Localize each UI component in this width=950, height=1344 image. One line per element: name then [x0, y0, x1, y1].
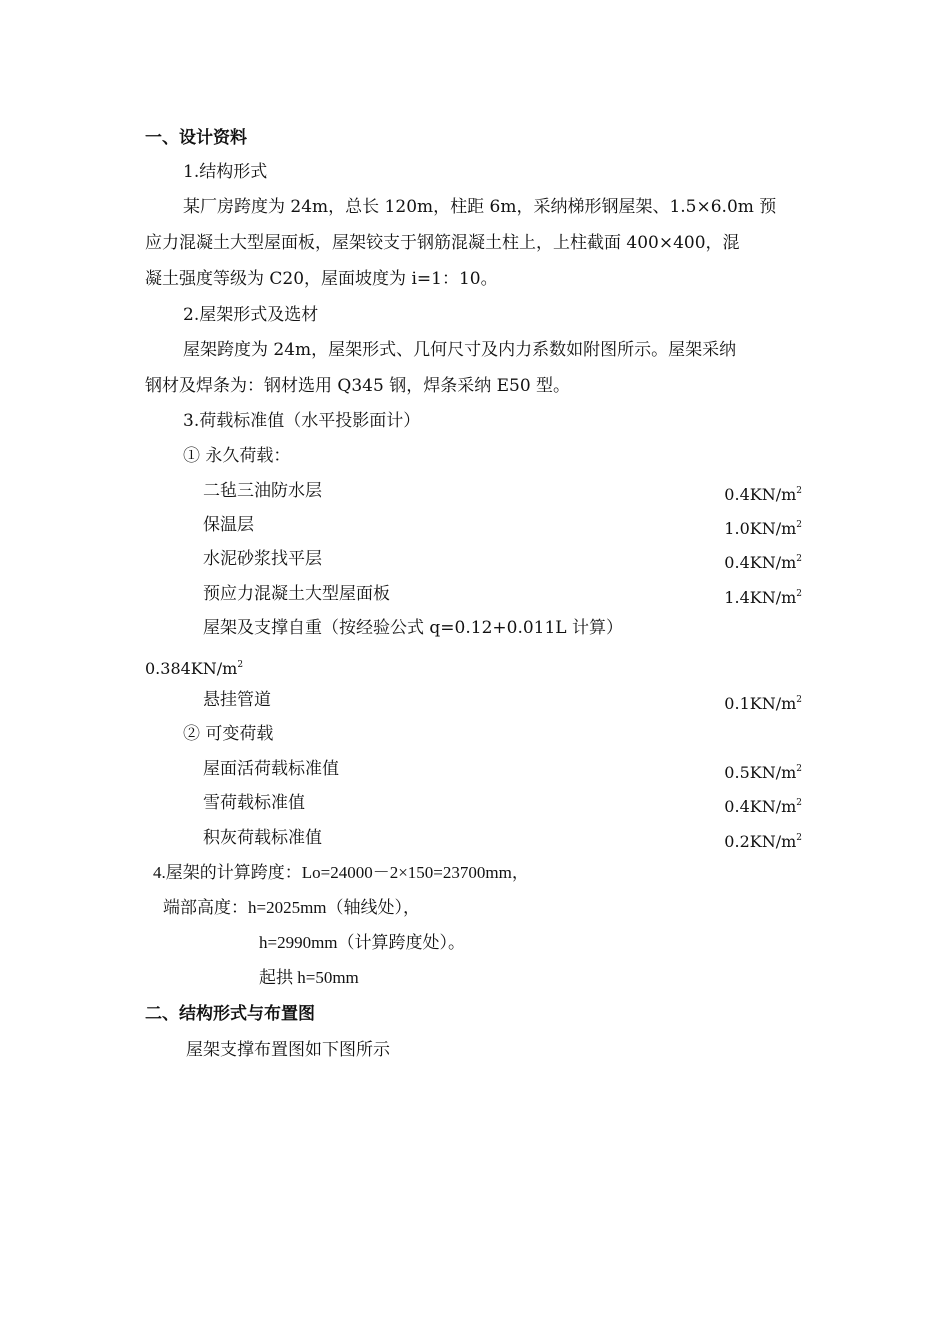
subsection-span: 4.屋架的计算跨度：Lo=24000－2×150=23700mm，	[153, 863, 529, 882]
load-item-label: 二毡三油防水层	[203, 481, 322, 501]
camber: 起拱 h=50mm	[259, 968, 359, 987]
paragraph-line: 应力混凝土大型屋面板，屋架铰支于钢筋混凝土柱上，上柱截面 400×400，混	[145, 233, 740, 253]
section2-title: 二、结构形式与布置图	[145, 1004, 315, 1024]
section1-title: 一、设计资料	[145, 128, 247, 148]
end-height-span: h=2990mm（计算跨度处）。	[259, 933, 466, 952]
load-item-label: 屋面活荷载标准值	[203, 759, 339, 779]
load-item-value: $0.2KN/m^2$	[724, 832, 802, 851]
load-item-value: $1.0KN/m^2$	[724, 519, 802, 538]
load-item-label: 积灰荷载标准值	[203, 828, 322, 848]
permanent-load-title: ① 永久荷载：	[183, 446, 291, 466]
load-item-label: 保温层	[203, 515, 254, 535]
selfweight-value: $0.384KN/m^2$	[145, 659, 244, 678]
subsection-truss-form: 2.屋架形式及选材	[183, 305, 319, 325]
selfweight-label: 屋架及支撑自重（按经验公式 q=0.12+0.011L 计算）	[203, 618, 623, 638]
load-item-value: $0.5KN/m^2$	[724, 763, 802, 782]
paragraph-line: 屋架支撑布置图如下图所示	[186, 1040, 390, 1060]
load-item-label: 预应力混凝土大型屋面板	[203, 584, 390, 604]
load-item-value: $1.4KN/m^2$	[724, 588, 802, 607]
paragraph-line: 屋架跨度为 24m，屋架形式、几何尺寸及内力系数如附图所示。屋架采纳	[183, 340, 737, 360]
load-item-value: $0.4KN/m^2$	[724, 485, 802, 504]
load-item-label: 雪荷载标准值	[203, 793, 305, 813]
load-item-value: $0.4KN/m^2$	[724, 797, 802, 816]
variable-load-title: ② 可变荷载	[183, 724, 274, 744]
subsection-loads: 3.荷载标准值（水平投影面计）	[183, 411, 421, 431]
load-item-value: $0.4KN/m^2$	[724, 553, 802, 572]
load-item-value: $0.1KN/m^2$	[724, 694, 802, 713]
load-item-label: 水泥砂浆找平层	[203, 549, 322, 569]
paragraph-line: 某厂房跨度为 24m，总长 120m，柱距 6m，采纳梯形钢屋架、1.5×6.0m 预	[183, 197, 777, 217]
subsection-structure-form: 1.结构形式	[183, 162, 268, 182]
end-height-axis: 端部高度：h=2025mm（轴线处），	[163, 898, 421, 917]
load-item-label: 悬挂管道	[203, 690, 271, 710]
paragraph-line: 钢材及焊条为：钢材选用 Q345 钢，焊条采纳 E50 型。	[145, 376, 571, 396]
paragraph-line: 凝土强度等级为 C20，屋面坡度为 i=1：10。	[145, 269, 498, 289]
